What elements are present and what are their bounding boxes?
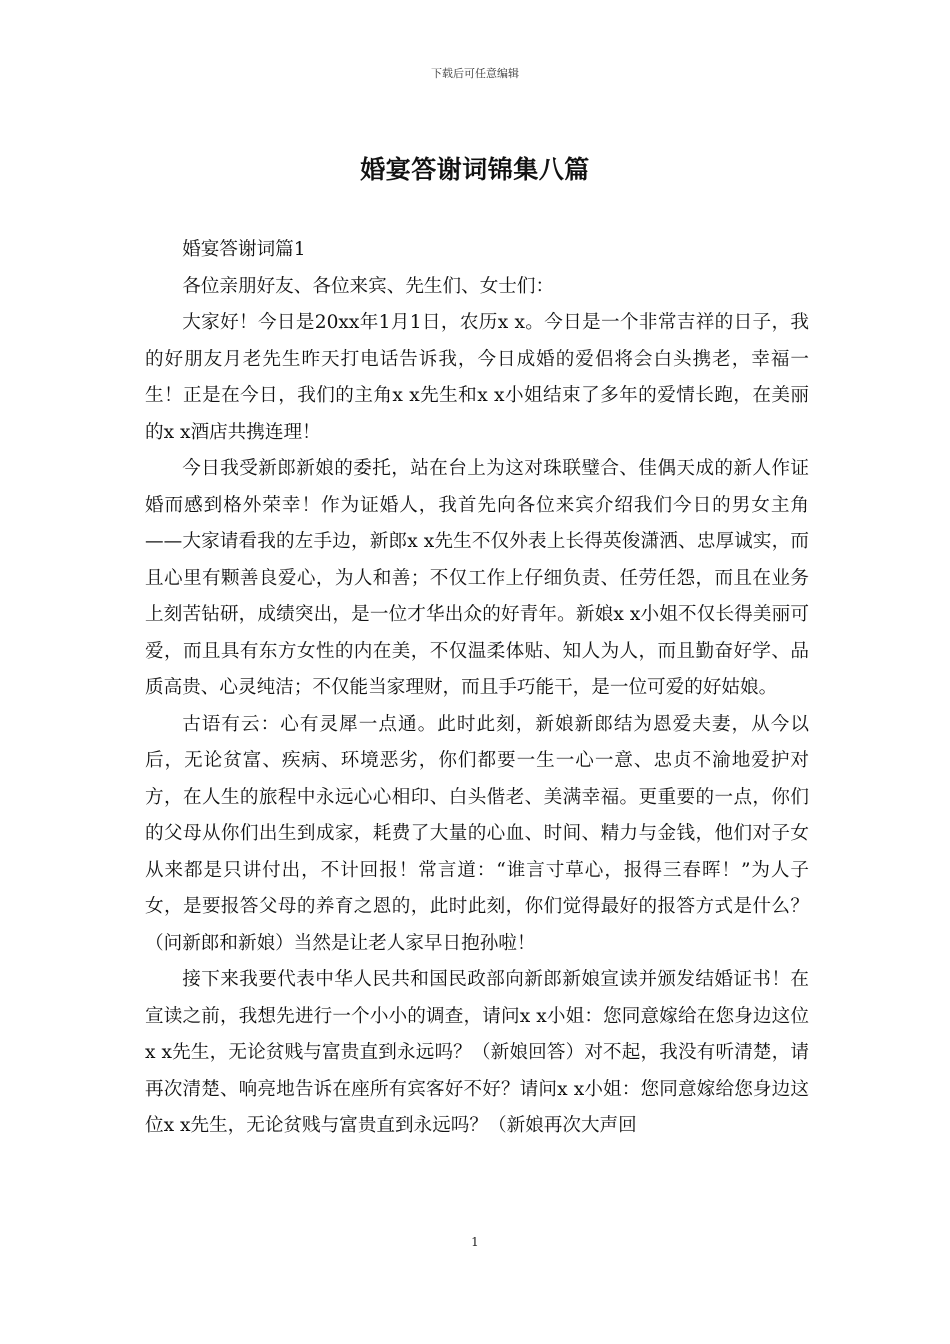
body-paragraph: 今日我受新郎新娘的委托，站在台上为这对珠联璧合、佳偶天成的新人作证婚而感到格外荣幸！作为证婚人，我首先向各位来宾介绍我们今日的男女主角——大家请看我的左手边，新郎x x先生不仅外表上长得英俊潇洒、忠厚诚实，而且心里有颗善良爱心，为人和善；不仅工作上仔细负责、任劳任怨，而且在业务上刻苦钻研，成绩突出，是一位才华出众的好青年。新娘x x小姐不仅长得美丽可爱，而且具有东方女性的内在美，不仅温柔体贴、知人为人，而且勤奋好学、品质高贵、心灵纯洁；不仅能当家理财，而且手巧能干，是一位可爱的好姑娘。	[145, 458, 809, 698]
section-heading: 婚宴答谢词篇1	[182, 239, 306, 260]
header-note: 下载后可任意编辑	[431, 67, 519, 80]
page-number: 1	[471, 1235, 479, 1249]
salutation-paragraph: 各位亲朋好友、各位来宾、先生们、女士们：	[182, 275, 555, 297]
body-paragraph: 大家好！今日是20xx年1月1日，农历x x。今日是一个非常吉祥的日子，我的好朋友月老先生昨天打电话告诉我，今日成婚的爱侣将会白头携老，幸福一生！正是在今日，我们的主角x x先生和x x小姐结束了多年的爱情长跑，在美丽的x x酒店共携连理！	[145, 312, 809, 443]
body-paragraph: 接下来我要代表中华人民共和国民政部向新郎新娘宣读并颁发结婚证书！在宣读之前，我想先进行一个小小的调查，请问x x小姐：您同意嫁给在您身边这位x x先生，无论贫贱与富贵直到永远吗？（新娘回答）对不起，我没有听清楚，请再次清楚、响亮地告诉在座所有宾客好不好？请问x x小姐：您同意嫁给您身边这位x x先生，无论贫贱与富贵直到永远吗？（新娘再次大声回	[145, 969, 809, 1136]
document-body	[145, 232, 809, 1145]
document-title: 婚宴答谢词锦集八篇	[360, 155, 590, 184]
body-paragraph: 古语有云：心有灵犀一点通。此时此刻，新娘新郎结为恩爱夫妻，从今以后，无论贫富、疾病、环境恶劣，你们都要一生一心一意、忠贞不渝地爱护对方，在人生的旅程中永远心心相印、白头偕老、美满幸福。更重要的一点，你们的父母从你们出生到成家，耗费了大量的心血、时间、精力与金钱，他们对子女从来都是只讲付出，不计回报！常言道：“谁言寸草心，报得三春晖！”为人子女，是要报答父母的养育之恩的，此时此刻，你们觉得最好的报答方式是什么？（问新郎和新娘）当然是让老人家早日抱孙啦！	[145, 713, 809, 954]
